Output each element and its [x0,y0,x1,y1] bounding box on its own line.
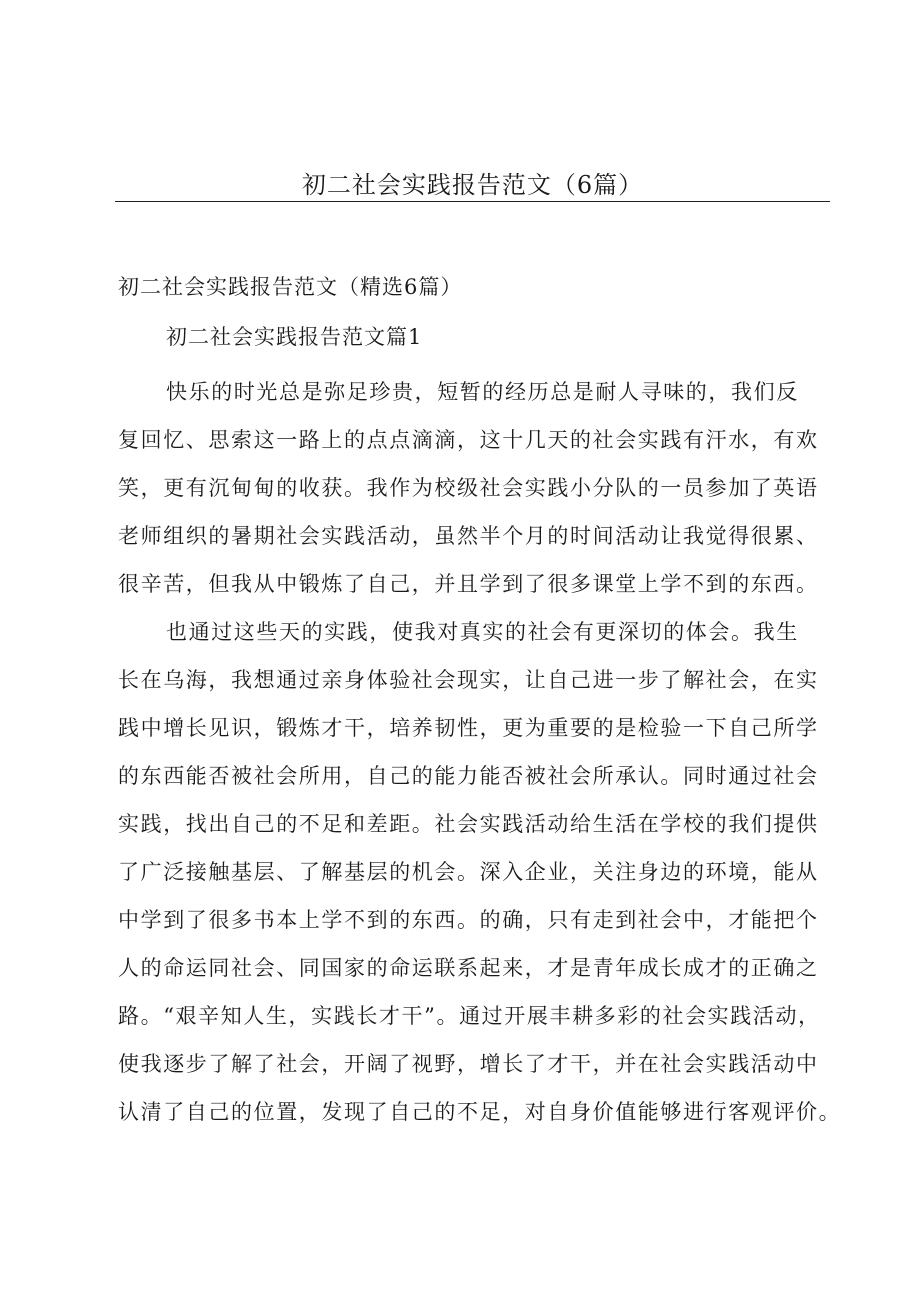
paragraph-2 [118,608,842,1136]
paragraph-line: 使我逐步了解了社会，开阔了视野，增长了才干，并在社会实践活动中 [118,1052,819,1076]
paragraph-line: 也通过这些天的实践，使我对真实的社会有更深切的体会。我生 [166,620,799,644]
paragraph-line: 复回忆、思索这一路上的点点滴滴，这十几天的社会实践有汗水，有欢 [118,428,819,452]
paragraph-line: 长在乌海，我想通过亲身体验社会现实，让自己进一步了解社会，在实 [118,668,819,692]
paragraph-line: 人的命运同社会、同国家的命运联系起来，才是青年成长成才的正确之 [118,956,819,980]
paragraph-line: 中学到了很多书本上学不到的东西。的确，只有走到社会中，才能把个 [118,908,819,932]
document-title: 初二社会实践报告范文（6篇） [301,171,644,199]
title-underline [115,201,830,202]
paragraph-line: 实践，找出自己的不足和差距。社会实践活动给生活在学校的我们提供 [118,812,819,836]
body-text [118,368,842,1136]
paragraph-line: 践中增长见识，锻炼才干，培养韧性，更为重要的是检验一下自己所学 [118,716,819,740]
paragraph-line: 路。“艰辛知人生，实践长才干”。通过开展丰耕多彩的社会实践活动， [118,1004,821,1028]
paragraph-line: 很辛苦，但我从中锻炼了自己，并且学到了很多课堂上学不到的东西。 [118,572,819,596]
section-heading: 初二社会实践报告范文篇1 [166,325,423,349]
paragraph-line: 快乐的时光总是弥足珍贵，短暂的经历总是耐人寻味的，我们反 [166,380,799,404]
paragraph-line: 老师组织的暑期社会实践活动，虽然半个月的时间活动让我觉得很累、 [118,524,819,548]
paragraph-line: 了广泛接触基层、了解基层的机会。深入企业，关注身边的环境，能从 [118,860,819,884]
paragraph-1 [118,368,838,608]
paragraph-line: 认清了自己的位置，发现了自己的不足，对自身价值能够进行客观评价。 [118,1100,842,1124]
document-subtitle: 初二社会实践报告范文（精选6篇） [118,275,463,299]
paragraph-line: 笑，更有沉甸甸的收获。我作为校级社会实践小分队的一员参加了英语 [118,476,819,500]
paragraph-line: 的东西能否被社会所用，自己的能力能否被社会所承认。同时通过社会 [118,764,819,788]
